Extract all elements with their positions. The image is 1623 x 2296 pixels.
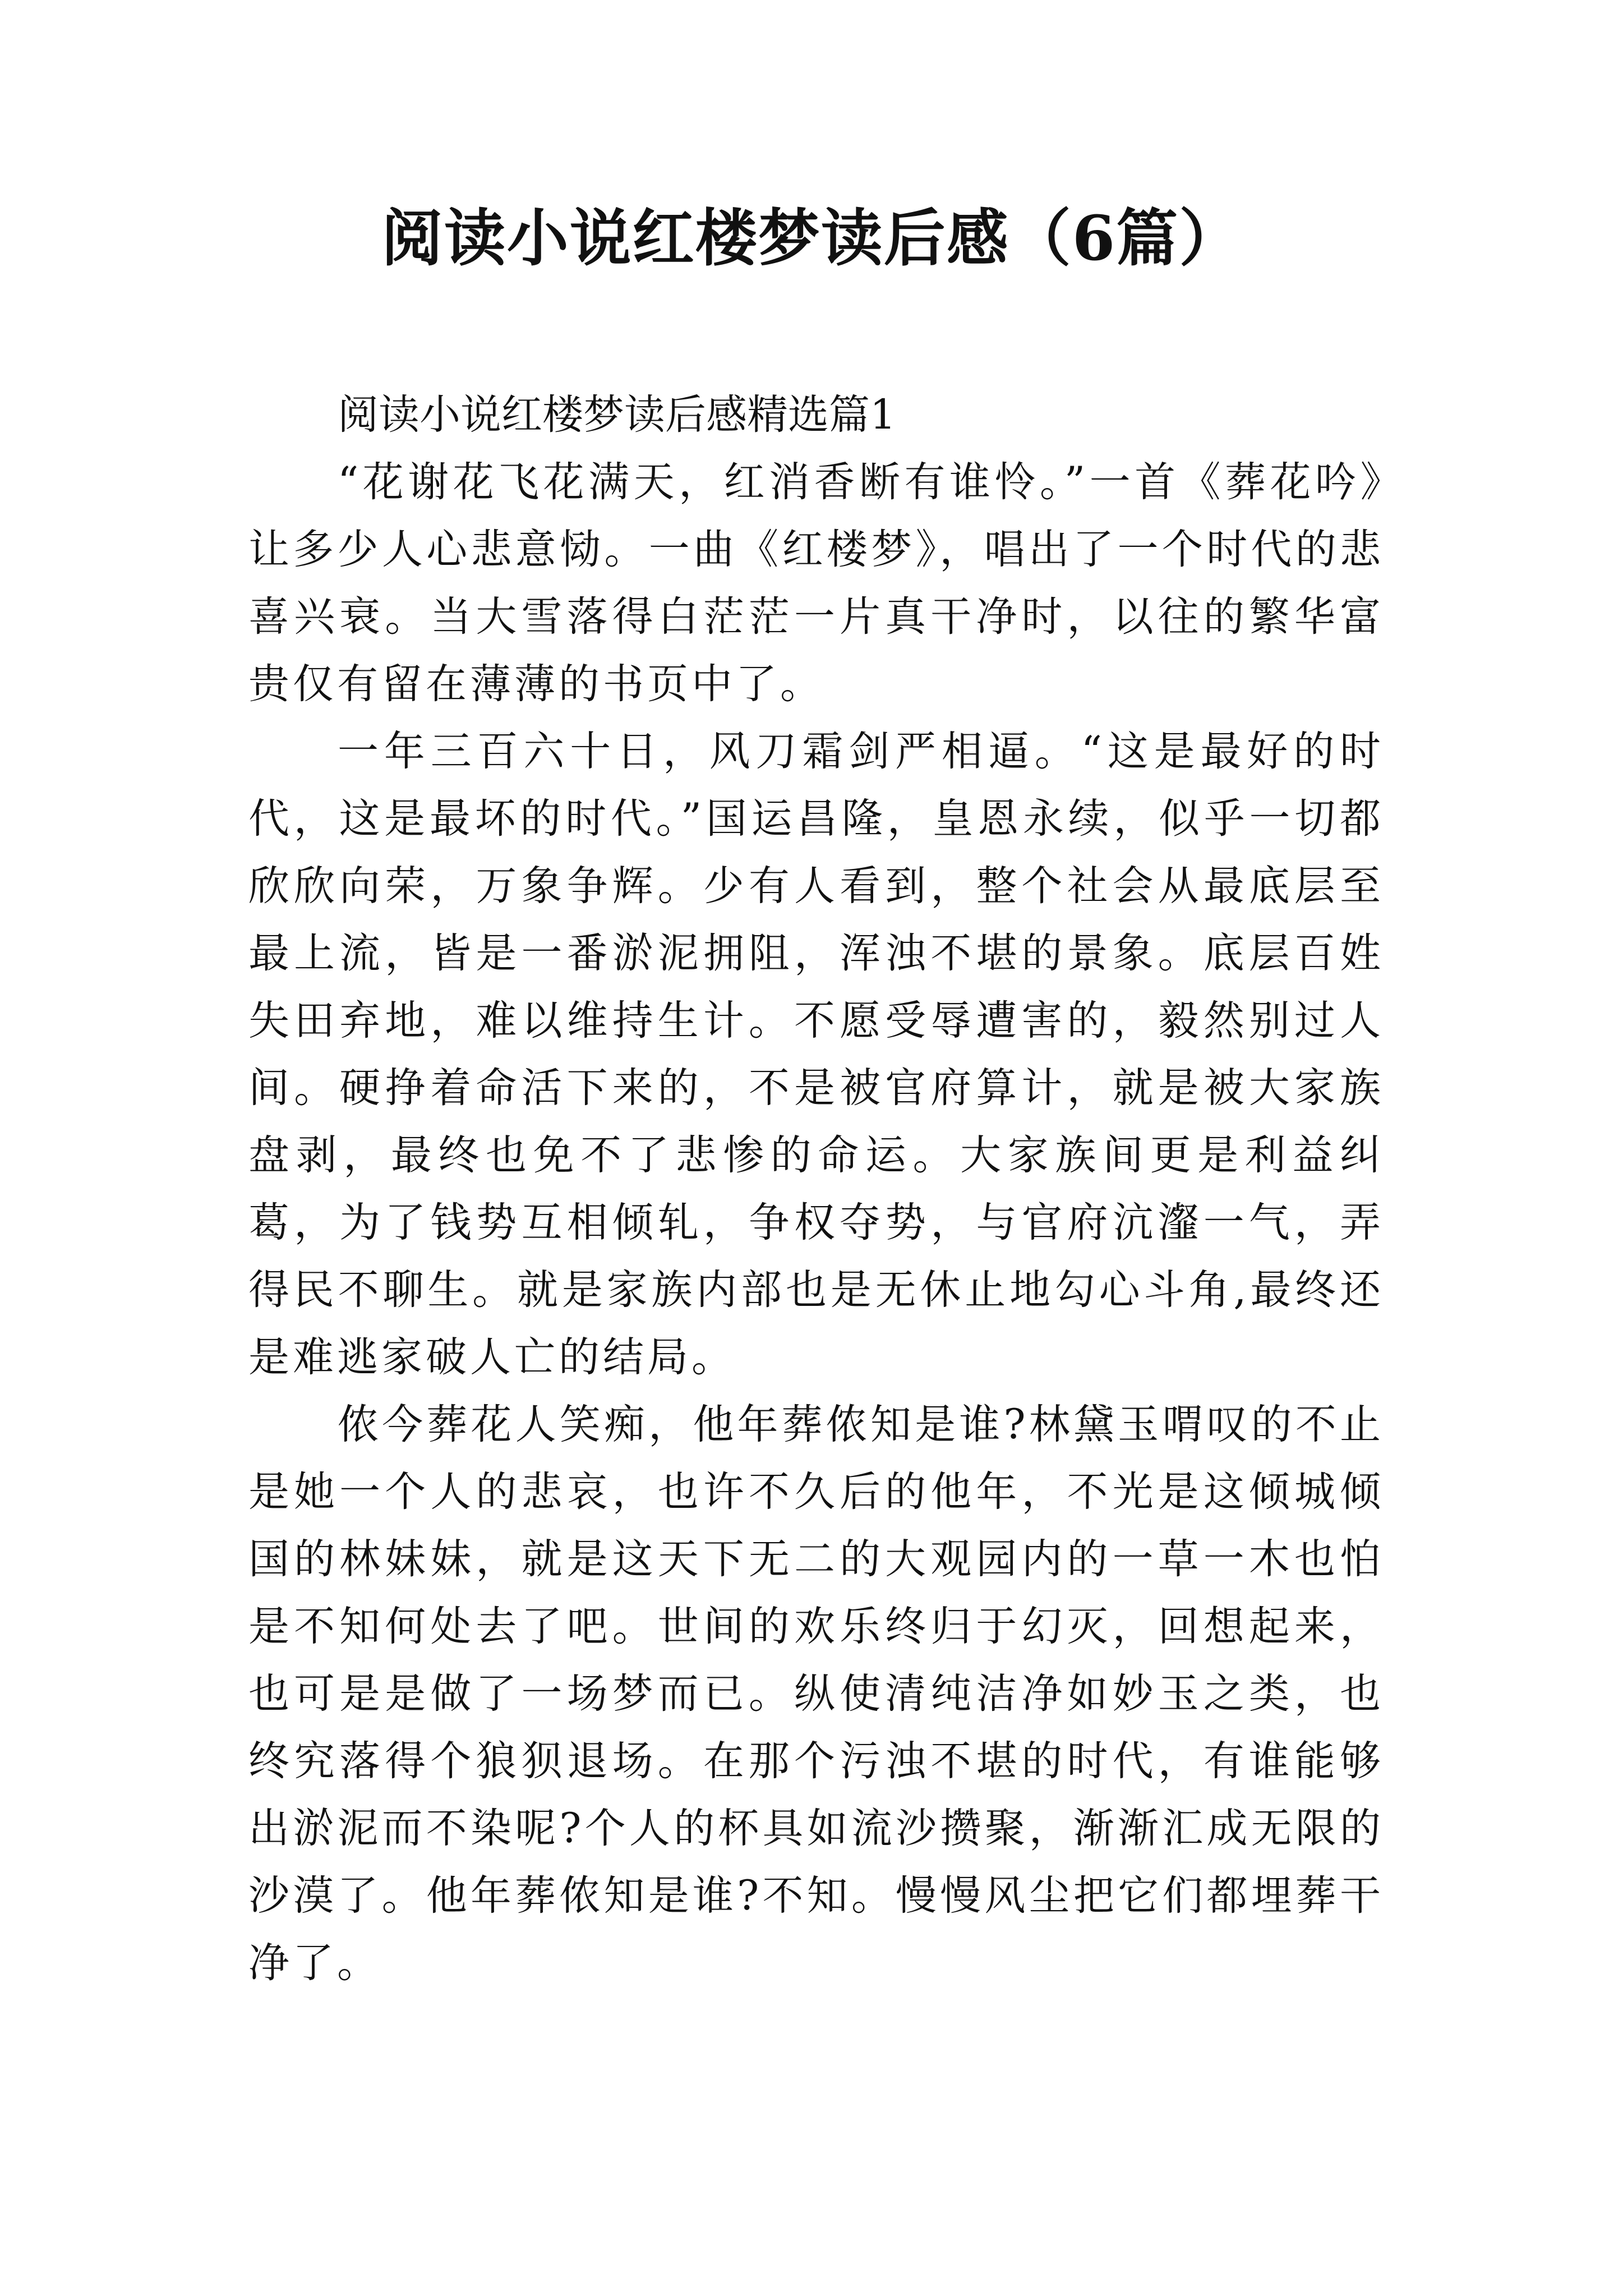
document-title: 阅读小说红楼梦读后感（6篇） [381, 202, 1242, 274]
section-heading: 阅读小说红楼梦读后感精选篇1 [338, 391, 896, 439]
paragraph-3: 侬今葬花人笑痴，他年葬侬知是谁?林黛玉喟叹的不止是她一个人的悲哀，也许不久后的他年，不光是这倾城倾国的林妹妹，就是这天下无二的大观园内的一草一木也怕是不知何处去了吧。世间的欢乐终归于幻灭，回想起来，也可是是做了一场梦而已。纵使清纯洁净如妙玉之类，也终究落得个狼狈退场。在那个污浊不堪的时代，有谁能够出淤泥而不染呢?个人的杯具如流沙攒聚，渐渐汇成无限的沙漠了。他年葬侬知是谁?不知。慢慢风尘把它们都埋葬干净了。 [248, 1401, 1384, 1987]
paragraph-1: “花谢花飞花满天，红消香断有谁怜。”一首《葬花吟》让多少人心悲意恸。一曲《红楼梦》，唱出了一个时代的悲喜兴衰。当大雪落得白茫茫一片真干净时，以往的繁华富贵仅有留在薄薄的书页中了。 [248, 458, 1384, 708]
paragraph-2: 一年三百六十日，风刀霜剑严相逼。“这是最好的时代，这是最坏的时代。”国运昌隆，皇恩永续，似乎一切都欣欣向荣，万象争辉。少有人看到，整个社会从最底层至最上流，皆是一番淤泥拥阻，浑浊不堪的景象。底层百姓失田弃地，难以维持生计。不愿受辱遭害的，毅然别过人间。硬挣着命活下来的，不是被官府算计，就是被大家族盘剥，最终也免不了悲惨的命运。大家族间更是利益纠葛，为了钱势互相倾轧，争权夺势，与官府沆瀣一气，弄得民不聊生。就是家族内部也是无休止地勾心斗角,最终还是难逃家破人亡的结局。 [248, 728, 1384, 1381]
document-body [248, 381, 1384, 1997]
